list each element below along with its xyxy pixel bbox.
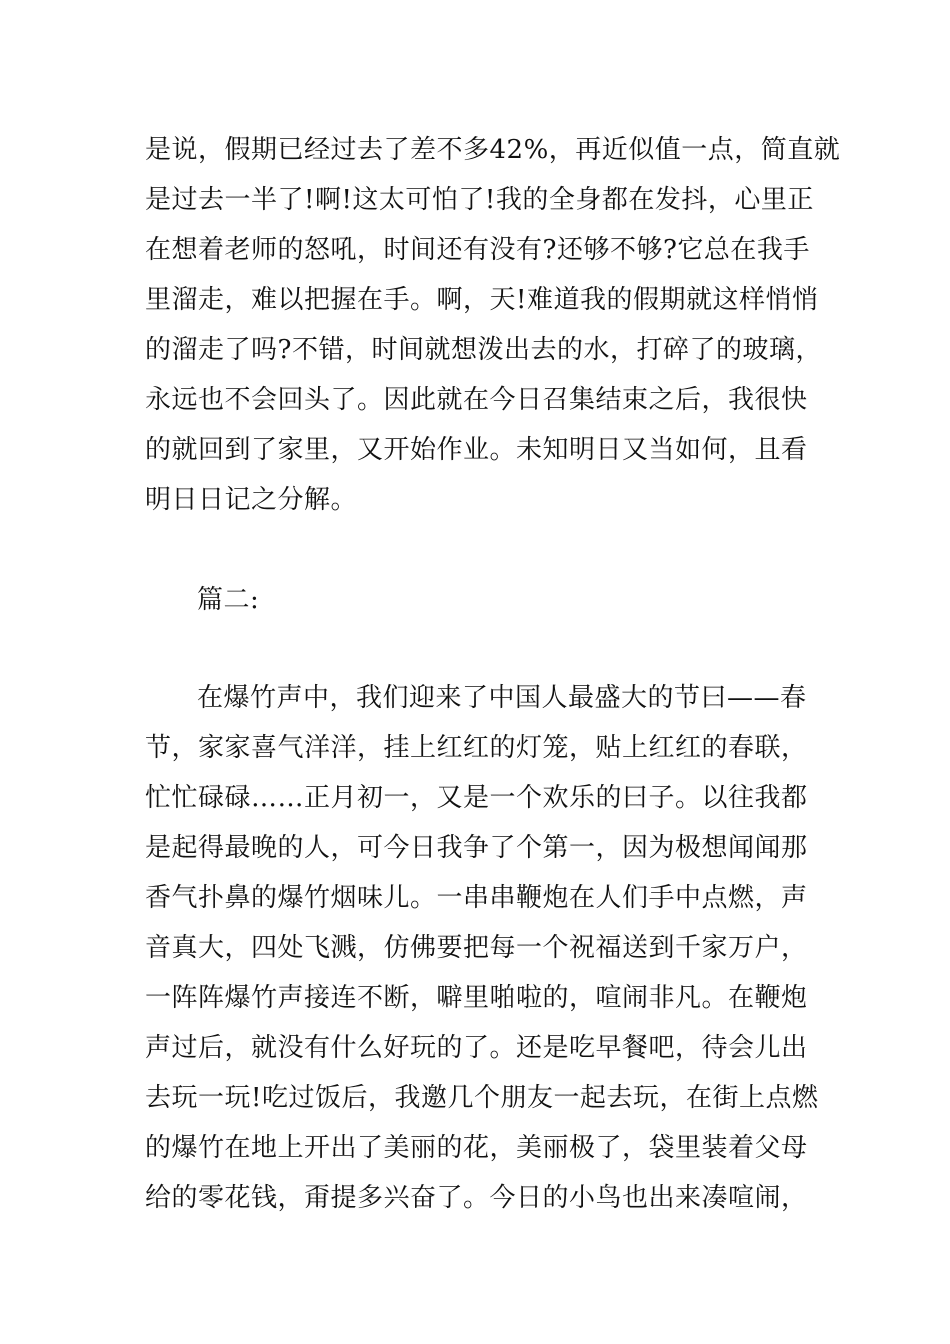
text-line: 一阵阵爆竹声接连不断，噼里啪啦的，喧闹非凡。在鞭炮: [145, 983, 808, 1013]
text-line: 在爆竹声中，我们迎来了中国人最盛大的节曰——春: [197, 683, 807, 713]
text-line: 节，家家喜气洋洋，挂上红红的灯笼，贴上红红的春联，: [145, 733, 808, 763]
text-line: 音真大，四处飞溅，仿佛要把每一个祝福送到千家万户，: [145, 933, 808, 963]
text-line: 去玩一玩!吃过饭后，我邀几个朋友一起去玩，在街上点燃: [145, 1083, 819, 1113]
text-line: 明日日记之分解。: [145, 485, 358, 515]
text-line: 忙忙碌碌……正月初一，又是一个欢乐的曰子。以往我都: [145, 783, 808, 813]
text-line: 永远也不会回头了。因此就在今日召集结束之后，我很快: [145, 385, 808, 415]
text-line: 的溜走了吗?不错，时间就想泼出去的水，打碎了的玻璃，: [145, 335, 822, 365]
section-heading: 篇二:: [197, 585, 260, 615]
text-line: 的爆竹在地上开出了美丽的花，美丽极了，袋里装着父母: [145, 1133, 808, 1163]
text-line: 给的零花钱，甭提多兴奋了。今日的小鸟也出来凑喧闹，: [145, 1183, 808, 1213]
text-line: 是起得最晚的人，可今日我争了个第一，因为极想闻闻那: [145, 833, 808, 863]
text-line: 香气扑鼻的爆竹烟味儿。一串串鞭炮在人们手中点燃，声: [145, 883, 808, 913]
text-line: 里溜走，难以把握在手。啊，天!难道我的假期就这样悄悄: [145, 285, 819, 315]
text-line: 声过后，就没有什么好玩的了。还是吃早餐吧，待会儿出: [145, 1033, 808, 1063]
text-line: 是过去一半了!啊!这太可怕了!我的全身都在发抖，心里正: [145, 185, 814, 215]
text-line: 在想着老师的怒吼，时间还有没有?还够不够?它总在我手: [145, 235, 810, 265]
text-line: 是说，假期已经过去了差不多42%，再近似值一点，简直就: [145, 135, 841, 165]
text-line: 的就回到了家里，又开始作业。未知明日又当如何，且看: [145, 435, 808, 465]
